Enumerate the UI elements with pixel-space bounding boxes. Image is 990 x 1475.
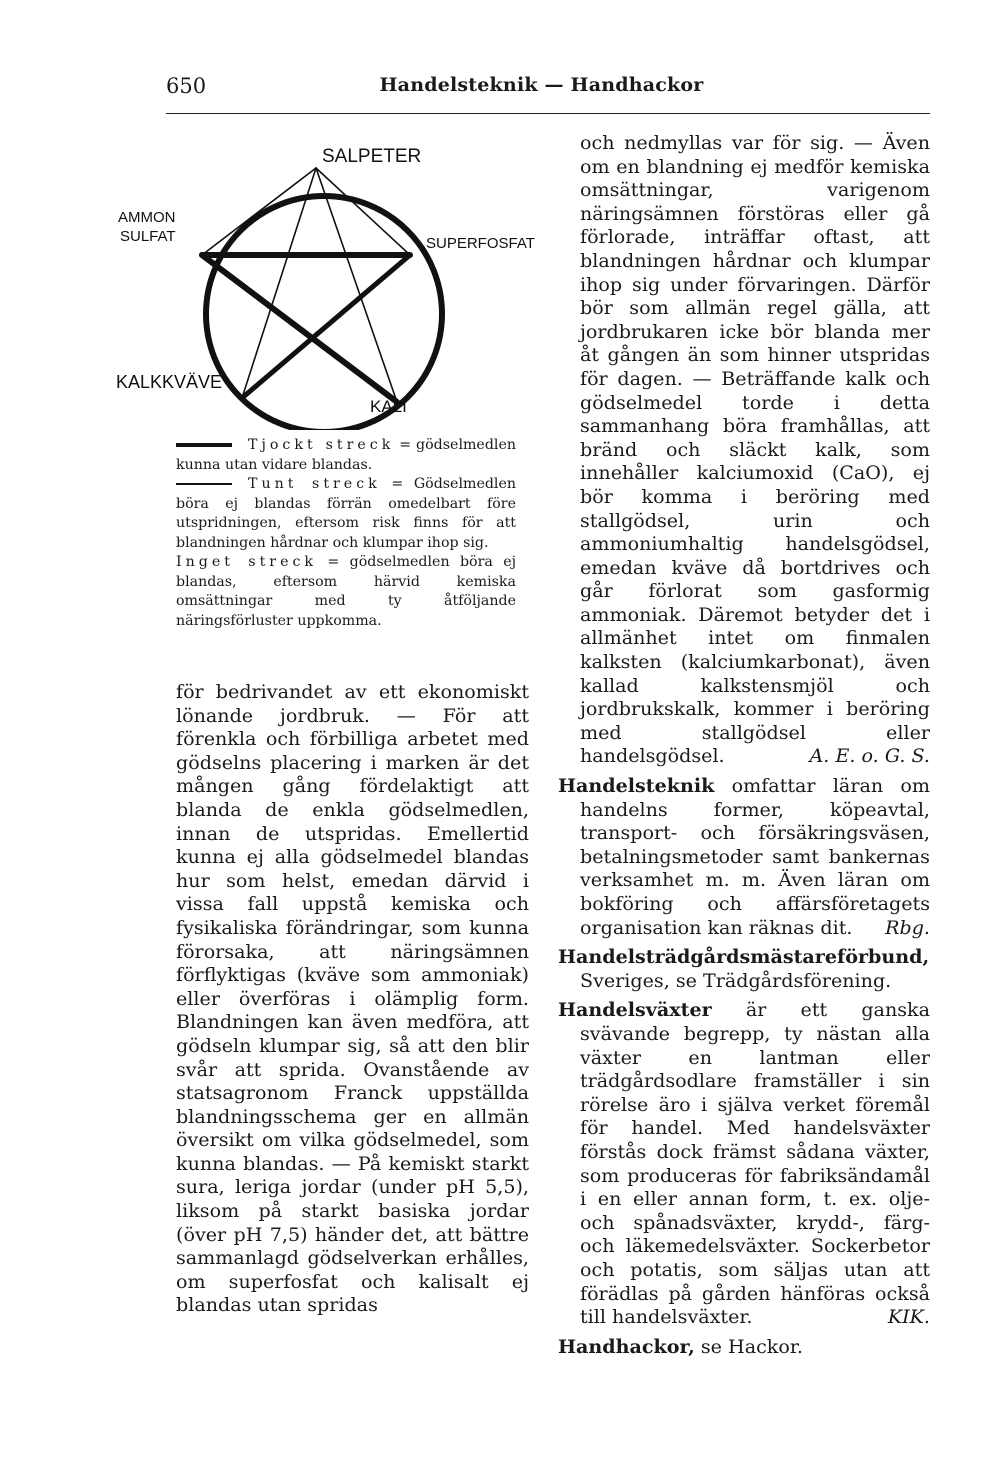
- right-column: [558, 131, 930, 1358]
- thick-line-sample: [176, 443, 232, 447]
- label-superfosfat: SUPERFOSFAT: [426, 235, 535, 252]
- label-ammon: AMMON: [118, 209, 176, 226]
- author-signature: Rbg.: [885, 915, 930, 939]
- diagram-circle: [206, 196, 442, 430]
- thin-line-sample: [176, 483, 232, 485]
- legend-none-text: = gödselmedlen böra ej blandas, eftersom härvid kemiska omsättningar med ty åtföljande näringsförluster uppkomma.: [176, 554, 516, 629]
- thick-line-kalkkvave-superfosfat: [242, 255, 410, 398]
- entry-handelstradgardsmastareforbund: [558, 945, 930, 992]
- entry-body: se Hackor.: [694, 1334, 803, 1358]
- author-signature: A. E. o. G. S.: [809, 744, 930, 768]
- legend-thin: [176, 475, 516, 553]
- fertilizer-mixing-diagram: [114, 130, 574, 430]
- headword: Handhackor,: [558, 1334, 695, 1358]
- thin-line-salpeter-superfosfat: [316, 168, 410, 255]
- diagram-legend: [176, 436, 516, 631]
- page-number: 650: [166, 74, 207, 98]
- legend-thick-text: = gödselmedlen kunna utan vidare blandas.: [176, 437, 516, 473]
- legend-thick-key: Tjockt streck: [248, 437, 395, 453]
- entry-body: är ett ganska svävande begrepp, ty nästan alla växter en lantman eller trädgårdsodlare framställer i sin rörelse äro i själva verket föremål för handel. Med handelsväxter förstås dock främst sådana växter, som produceras för fabriksändamål i en eller annan form, t. ex. olje- och spånadsväxter, krydd-, färg- och läkemedelsväxter. Sockerbetor och potatis, som säljas utan att förädlas på gården hänföras också till handelsväxter.: [580, 998, 930, 1329]
- label-kalkkvave: KALKKVÄVE: [116, 372, 223, 392]
- entry-body: omfattar läran om handelns former, köpeavtal, transport- och försäkringsväsen, betalningsmetoder samt bankernas verksamhet m. m. Även läran om bokföring och affärsföretagets organisation kan räknas dit.: [580, 774, 930, 939]
- label-sulfat: SULFAT: [120, 228, 176, 245]
- legend-thin-key: Tunt streck: [248, 476, 381, 492]
- legend-none-key: Inget streck: [176, 554, 318, 570]
- continued-text: [558, 131, 930, 768]
- thick-line-ammonsulfat-kali: [202, 255, 397, 402]
- entry-handelsvaxter: [558, 998, 930, 1328]
- headword: Handelsteknik: [558, 774, 715, 798]
- headword: Handelsväxter: [558, 998, 712, 1022]
- author-signature: KIK.: [887, 1305, 930, 1329]
- left-column-text: för bedrivandet av ett ekonomiskt lönande jordbruk. — För att förenkla och förbilliga arbetet med gödselns placering i marken är det mången gång fördelaktigt att blanda de enkla gödselmedlen, innan de utspridas. Emellertid kunna ej alla gödselmedel blandas hur som helst, emedan därvid i vissa fall uppstå kemiska och fysikaliska förändringar, som kunna förorsaka, att näringsämnen förflyktigas (kväve som ammoniak) eller överföras i olämplig form. Blandningen kan även medföra, att gödseln klumpar sig, så att den blir svår att sprida. Ovanstående av statsagronom Franck uppställda blandningsschema ger en allmän översikt om vilka gödselmedel, som kunna blandas. — På kemiskt starkt sura, leriga jordar (under pH 5,5), liksom på starkt basiska jordar (över pH 7,5) händer det, att bättre sammanlagd gödselverkan erhålles, om superfosfat och kalisalt ej blandas utan spridas: [176, 680, 529, 1317]
- running-head: Handelsteknik — Handhackor: [379, 74, 704, 96]
- entry-body: Sveriges, se Trädgårdsförening.: [580, 968, 892, 992]
- legend-thick: [176, 436, 516, 475]
- legend-none: [176, 553, 516, 631]
- header-rule: [166, 113, 930, 114]
- continued-body: och nedmyllas var för sig. — Även om en blandning ej medför kemiska omsättningar, varigenom näringsämnen förstöras eller gå förlorade, inträffar oftast, att blandningen hårdnar och klumpar ihop sig under förvaringen. Därför bör som allmän regel gälla, att jordbrukaren icke bör blanda mer åt gången än som hinner utspridas för dagen. — Beträffande kalk och gödselmedel torde i detta sammanhang böra framhållas, att bränd och släckt kalk, som innehåller kalciumoxid (CaO), ej bör komma i beröring med stallgödsel, urin och ammoniumhaltig handelsgödsel, emedan kväve då bortdrives och går förlorat som gasformig ammoniak. Däremot betyder det i allmänhet intet om finmalen kalksten (kalciumkarbonat), även kallad kalkstensmjöl och jordbrukskalk, kommer i beröring med stallgödsel eller handelsgödsel.: [580, 131, 930, 768]
- thin-line-salpeter-ammonsulfat: [202, 168, 316, 255]
- legend-thin-text: = Gödselmedlen böra ej blandas förrän omedelbart före utspridningen, eftersom risk finns för att blandningen hårdnar och klumpar ihop sig.: [176, 476, 516, 551]
- headword: Handelsträdgårdsmästareförbund,: [558, 945, 930, 969]
- entry-handelsteknik: [558, 774, 930, 939]
- left-column: [176, 680, 529, 1317]
- label-salpeter: SALPETER: [322, 146, 422, 167]
- entry-handhackor: [558, 1335, 930, 1359]
- label-kali: KALI: [370, 397, 407, 416]
